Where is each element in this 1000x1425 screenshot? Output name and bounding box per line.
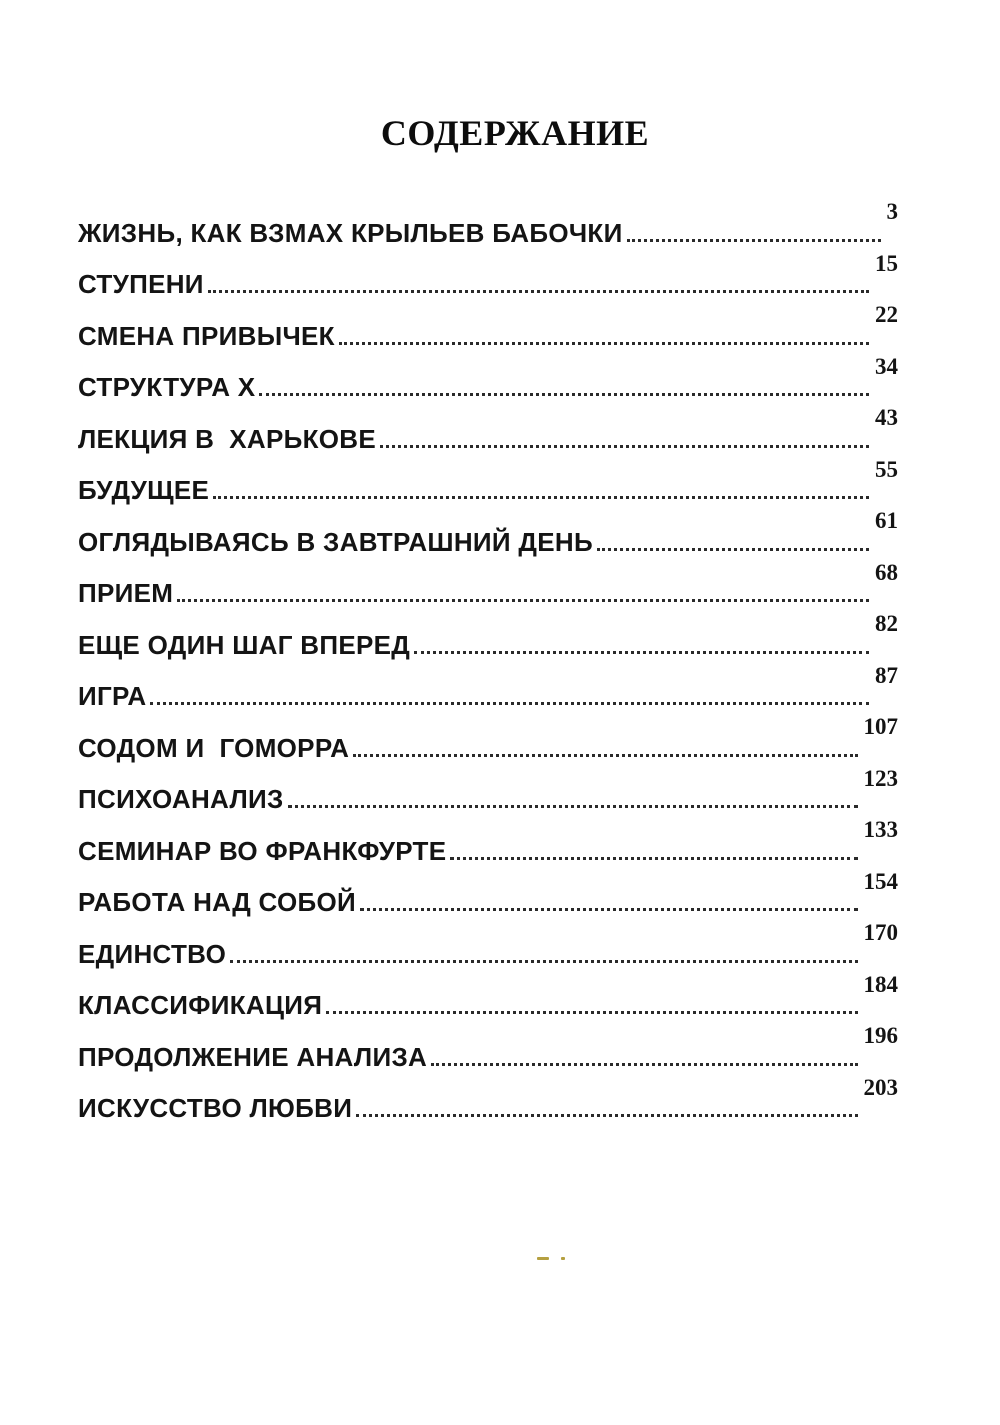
toc-entry-page: 133 [863, 817, 898, 842]
dot-leader [597, 548, 869, 551]
toc-entry[interactable] [78, 917, 898, 969]
dot-leader [326, 1011, 857, 1014]
dot-leader [353, 754, 857, 757]
dot-leader [450, 857, 857, 860]
page-title: СОДЕРЖАНИЕ [380, 113, 650, 153]
table-of-contents [78, 196, 898, 1123]
toc-entry-page: 82 [875, 611, 898, 636]
toc-entry-page: 184 [863, 971, 898, 997]
toc-entry-page: 87 [875, 662, 898, 688]
toc-entry-title: БУДУЩЕЕ [78, 475, 210, 505]
toc-entry-page: 34 [875, 353, 898, 379]
toc-entry-title: ПСИХОАНАЛИЗ [78, 784, 284, 814]
scan-speck [537, 1257, 567, 1261]
toc-entry-page: 68 [875, 559, 898, 585]
toc-entry-page: 22 [875, 302, 898, 327]
toc-entry[interactable] [78, 454, 898, 506]
toc-entry-title: ИСКУССТВО ЛЮБВИ [78, 1093, 353, 1123]
toc-entry[interactable] [78, 1020, 898, 1072]
toc-entry-page: 196 [863, 1023, 898, 1048]
toc-entry-page: 154 [863, 868, 898, 894]
toc-entry-page: 203 [863, 1074, 898, 1100]
dot-leader [259, 393, 869, 396]
toc-entry-page: 43 [875, 405, 898, 430]
toc-entry-title: ЕЩЕ ОДИН ШАГ ВПЕРЕД [78, 629, 411, 660]
toc-entry[interactable] [78, 814, 898, 866]
toc-entry-title: ПРИЕМ [78, 578, 174, 608]
toc-entry-page: 61 [875, 508, 898, 533]
toc-entry-title: ИГРА [78, 681, 147, 711]
toc-entry[interactable] [78, 608, 898, 660]
toc-entry-title: СТУПЕНИ [78, 269, 204, 299]
toc-entry-title: РАБОТА НАД СОБОЙ [78, 887, 357, 917]
toc-entry-page: 55 [875, 456, 898, 482]
scan-speck-mark [537, 1257, 549, 1260]
dot-leader [177, 599, 869, 602]
toc-entry[interactable] [78, 248, 898, 300]
toc-entry[interactable] [78, 763, 898, 815]
dot-leader [627, 239, 881, 242]
toc-entry-title: КЛАССИФИКАЦИЯ [78, 990, 323, 1020]
dot-leader [213, 496, 869, 499]
toc-entry[interactable] [78, 969, 898, 1021]
dot-leader [150, 702, 869, 705]
scan-speck-mark [561, 1257, 565, 1260]
toc-entry-page: 170 [863, 920, 898, 945]
toc-entry-title: ПРОДОЛЖЕНИЕ АНАЛИЗА [78, 1041, 428, 1072]
toc-entry-page: 3 [886, 199, 898, 224]
dot-leader [431, 1063, 857, 1066]
dot-leader [414, 651, 869, 654]
dot-leader [208, 290, 869, 293]
toc-entry[interactable] [78, 299, 898, 351]
toc-entry-page: 107 [863, 714, 898, 739]
toc-entry-title: ЕДИНСТВО [78, 938, 227, 969]
toc-entry[interactable] [78, 402, 898, 454]
dot-leader [230, 960, 857, 963]
dot-leader [339, 342, 869, 345]
toc-entry[interactable] [78, 1072, 898, 1124]
toc-entry-title: ЖИЗНЬ, КАК ВЗМАХ КРЫЛЬЕВ БАБОЧКИ [78, 217, 623, 248]
toc-entry-title: СОДОМ И ГОМОРРА [78, 732, 350, 763]
toc-entry[interactable] [78, 196, 898, 248]
toc-entry-title: СТРУКТУРА X [78, 372, 256, 402]
toc-entry-page: 15 [875, 250, 898, 276]
toc-entry-title: СЕМИНАР ВО ФРАНКФУРТЕ [78, 835, 447, 866]
toc-entry-title: ОГЛЯДЫВАЯСЬ В ЗАВТРАШНИЙ ДЕНЬ [78, 526, 593, 557]
toc-entry-title: СМЕНА ПРИВЫЧЕК [78, 320, 335, 351]
toc-entry[interactable] [78, 660, 898, 712]
toc-entry[interactable] [78, 351, 898, 403]
dot-leader [380, 445, 869, 448]
toc-entry[interactable] [78, 866, 898, 918]
dot-leader [360, 908, 857, 911]
toc-entry[interactable] [78, 505, 898, 557]
toc-entry-page: 123 [863, 765, 898, 791]
dot-leader [288, 805, 858, 808]
toc-entry[interactable] [78, 557, 898, 609]
toc-entry-title: ЛЕКЦИЯ В ХАРЬКОВЕ [78, 423, 377, 454]
dot-leader [356, 1114, 857, 1117]
toc-entry[interactable] [78, 711, 898, 763]
